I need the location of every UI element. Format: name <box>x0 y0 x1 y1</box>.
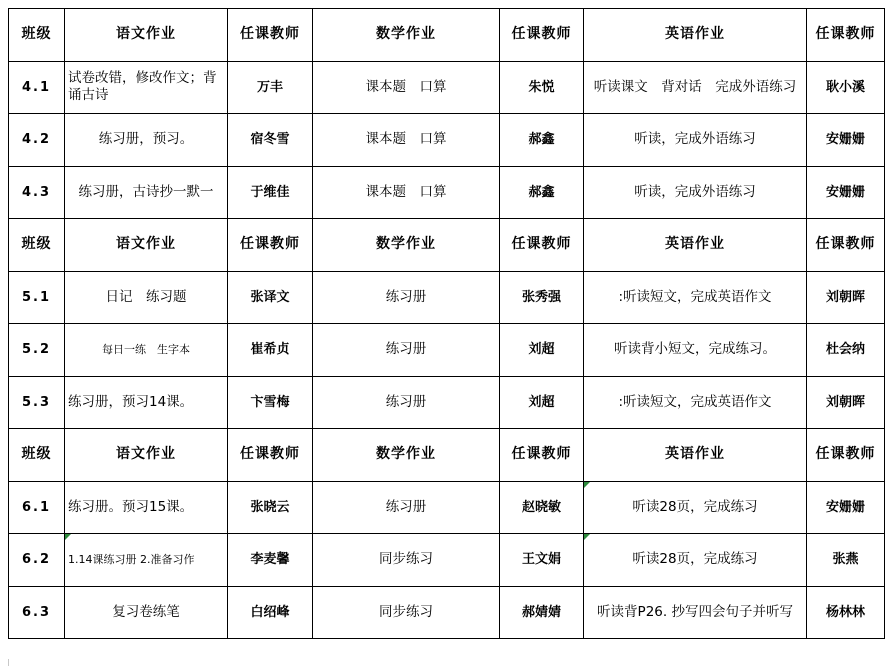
header-class-cell[interactable]: 班级 <box>9 429 65 482</box>
header-row <box>9 429 885 482</box>
english-homework-cell[interactable]: 听读28页，完成练习 <box>584 534 807 587</box>
header-teacher-cell[interactable]: 任课教师 <box>500 219 584 272</box>
table-row <box>9 166 885 219</box>
english-homework-cell[interactable]: :听读短文，完成英语作文 <box>584 271 807 324</box>
table-row <box>9 534 885 587</box>
chinese-homework-cell[interactable]: 练习册。预习15课。 <box>65 481 228 534</box>
math-teacher-cell[interactable]: 刘超 <box>500 324 584 377</box>
header-teacher-cell[interactable]: 任课教师 <box>500 429 584 482</box>
math-teacher-cell[interactable]: 郝鑫 <box>500 114 584 167</box>
class-cell[interactable]: 4.1 <box>9 61 65 114</box>
header-math-cell[interactable]: 数学作业 <box>313 429 500 482</box>
english-homework-cell[interactable]: 听读课文 背对话 完成外语练习 <box>584 61 807 114</box>
header-teacher-cell[interactable]: 任课教师 <box>228 9 313 62</box>
chinese-teacher-cell[interactable]: 卞雪梅 <box>228 376 313 429</box>
english-teacher-cell[interactable]: 耿小溪 <box>807 61 885 114</box>
math-teacher-cell[interactable]: 刘超 <box>500 376 584 429</box>
chinese-teacher-cell[interactable]: 于维佳 <box>228 166 313 219</box>
sheet-continuation <box>8 659 885 666</box>
chinese-teacher-cell[interactable]: 白绍峰 <box>228 586 313 639</box>
homework-table <box>8 8 885 639</box>
header-chinese-cell[interactable]: 语文作业 <box>65 219 228 272</box>
header-teacher-cell[interactable]: 任课教师 <box>807 429 885 482</box>
chinese-homework-cell[interactable]: 1.14课练习册 2.准备习作 <box>65 534 228 587</box>
chinese-homework-cell[interactable]: 日记 练习题 <box>65 271 228 324</box>
english-homework-cell[interactable]: 听读，完成外语练习 <box>584 114 807 167</box>
chinese-teacher-cell[interactable]: 李麦馨 <box>228 534 313 587</box>
english-teacher-cell[interactable]: 安姗姗 <box>807 481 885 534</box>
header-teacher-cell[interactable]: 任课教师 <box>228 219 313 272</box>
chinese-teacher-cell[interactable]: 万丰 <box>228 61 313 114</box>
class-cell[interactable]: 4.2 <box>9 114 65 167</box>
math-teacher-cell[interactable]: 王文娟 <box>500 534 584 587</box>
table-row <box>9 586 885 639</box>
table-row <box>9 481 885 534</box>
math-homework-cell[interactable]: 同步练习 <box>313 534 500 587</box>
class-cell[interactable]: 4.3 <box>9 166 65 219</box>
english-teacher-cell[interactable]: 刘朝晖 <box>807 376 885 429</box>
chinese-homework-cell[interactable]: 练习册，预习14课。 <box>65 376 228 429</box>
math-homework-cell[interactable]: 课本题 口算 <box>313 166 500 219</box>
header-math-cell[interactable]: 数学作业 <box>313 219 500 272</box>
header-row <box>9 219 885 272</box>
table-row <box>9 324 885 377</box>
table-row <box>9 61 885 114</box>
math-teacher-cell[interactable]: 郝鑫 <box>500 166 584 219</box>
math-teacher-cell[interactable]: 赵晓敏 <box>500 481 584 534</box>
class-cell[interactable]: 6.1 <box>9 481 65 534</box>
header-english-cell[interactable]: 英语作业 <box>584 219 807 272</box>
class-cell[interactable]: 5.1 <box>9 271 65 324</box>
chinese-teacher-cell[interactable]: 崔希贞 <box>228 324 313 377</box>
math-homework-cell[interactable]: 练习册 <box>313 324 500 377</box>
math-teacher-cell[interactable]: 张秀强 <box>500 271 584 324</box>
math-homework-cell[interactable]: 课本题 口算 <box>313 61 500 114</box>
table-row <box>9 271 885 324</box>
math-homework-cell[interactable]: 练习册 <box>313 271 500 324</box>
math-homework-cell[interactable]: 练习册 <box>313 481 500 534</box>
math-homework-cell[interactable]: 课本题 口算 <box>313 114 500 167</box>
header-english-cell[interactable]: 英语作业 <box>584 9 807 62</box>
math-teacher-cell[interactable]: 郝婧婧 <box>500 586 584 639</box>
english-homework-cell[interactable]: 听读背小短文，完成练习。 <box>584 324 807 377</box>
english-homework-cell[interactable]: :听读短文，完成英语作文 <box>584 376 807 429</box>
table-row <box>9 114 885 167</box>
math-homework-cell[interactable]: 同步练习 <box>313 586 500 639</box>
english-teacher-cell[interactable]: 张燕 <box>807 534 885 587</box>
chinese-homework-cell[interactable]: 练习册，古诗抄一默一 <box>65 166 228 219</box>
header-row <box>9 9 885 62</box>
chinese-teacher-cell[interactable]: 宿冬雪 <box>228 114 313 167</box>
header-teacher-cell[interactable]: 任课教师 <box>500 9 584 62</box>
english-homework-cell[interactable]: 听读背P26. 抄写四会句子并听写 <box>584 586 807 639</box>
chinese-homework-cell[interactable]: 试卷改错，修改作文；背诵古诗 <box>65 61 228 114</box>
chinese-teacher-cell[interactable]: 张晓云 <box>228 481 313 534</box>
math-homework-cell[interactable]: 练习册 <box>313 376 500 429</box>
english-homework-cell[interactable]: 听读，完成外语练习 <box>584 166 807 219</box>
english-teacher-cell[interactable]: 刘朝晖 <box>807 271 885 324</box>
header-chinese-cell[interactable]: 语文作业 <box>65 9 228 62</box>
header-math-cell[interactable]: 数学作业 <box>313 9 500 62</box>
chinese-homework-cell[interactable]: 练习册，预习。 <box>65 114 228 167</box>
table-row <box>9 376 885 429</box>
chinese-teacher-cell[interactable]: 张译文 <box>228 271 313 324</box>
class-cell[interactable]: 5.3 <box>9 376 65 429</box>
header-class-cell[interactable]: 班级 <box>9 9 65 62</box>
header-chinese-cell[interactable]: 语文作业 <box>65 429 228 482</box>
class-cell[interactable]: 6.3 <box>9 586 65 639</box>
header-teacher-cell[interactable]: 任课教师 <box>228 429 313 482</box>
english-teacher-cell[interactable]: 安姗姗 <box>807 114 885 167</box>
english-teacher-cell[interactable]: 杨林林 <box>807 586 885 639</box>
chinese-homework-cell[interactable]: 复习卷练笔 <box>65 586 228 639</box>
english-homework-cell[interactable]: 听读28页，完成练习 <box>584 481 807 534</box>
chinese-homework-cell[interactable]: 每日一练 生字本 <box>65 324 228 377</box>
header-teacher-cell[interactable]: 任课教师 <box>807 9 885 62</box>
class-cell[interactable]: 6.2 <box>9 534 65 587</box>
english-teacher-cell[interactable]: 杜会纳 <box>807 324 885 377</box>
header-english-cell[interactable]: 英语作业 <box>584 429 807 482</box>
english-teacher-cell[interactable]: 安姗姗 <box>807 166 885 219</box>
math-teacher-cell[interactable]: 朱悦 <box>500 61 584 114</box>
class-cell[interactable]: 5.2 <box>9 324 65 377</box>
header-teacher-cell[interactable]: 任课教师 <box>807 219 885 272</box>
header-class-cell[interactable]: 班级 <box>9 219 65 272</box>
